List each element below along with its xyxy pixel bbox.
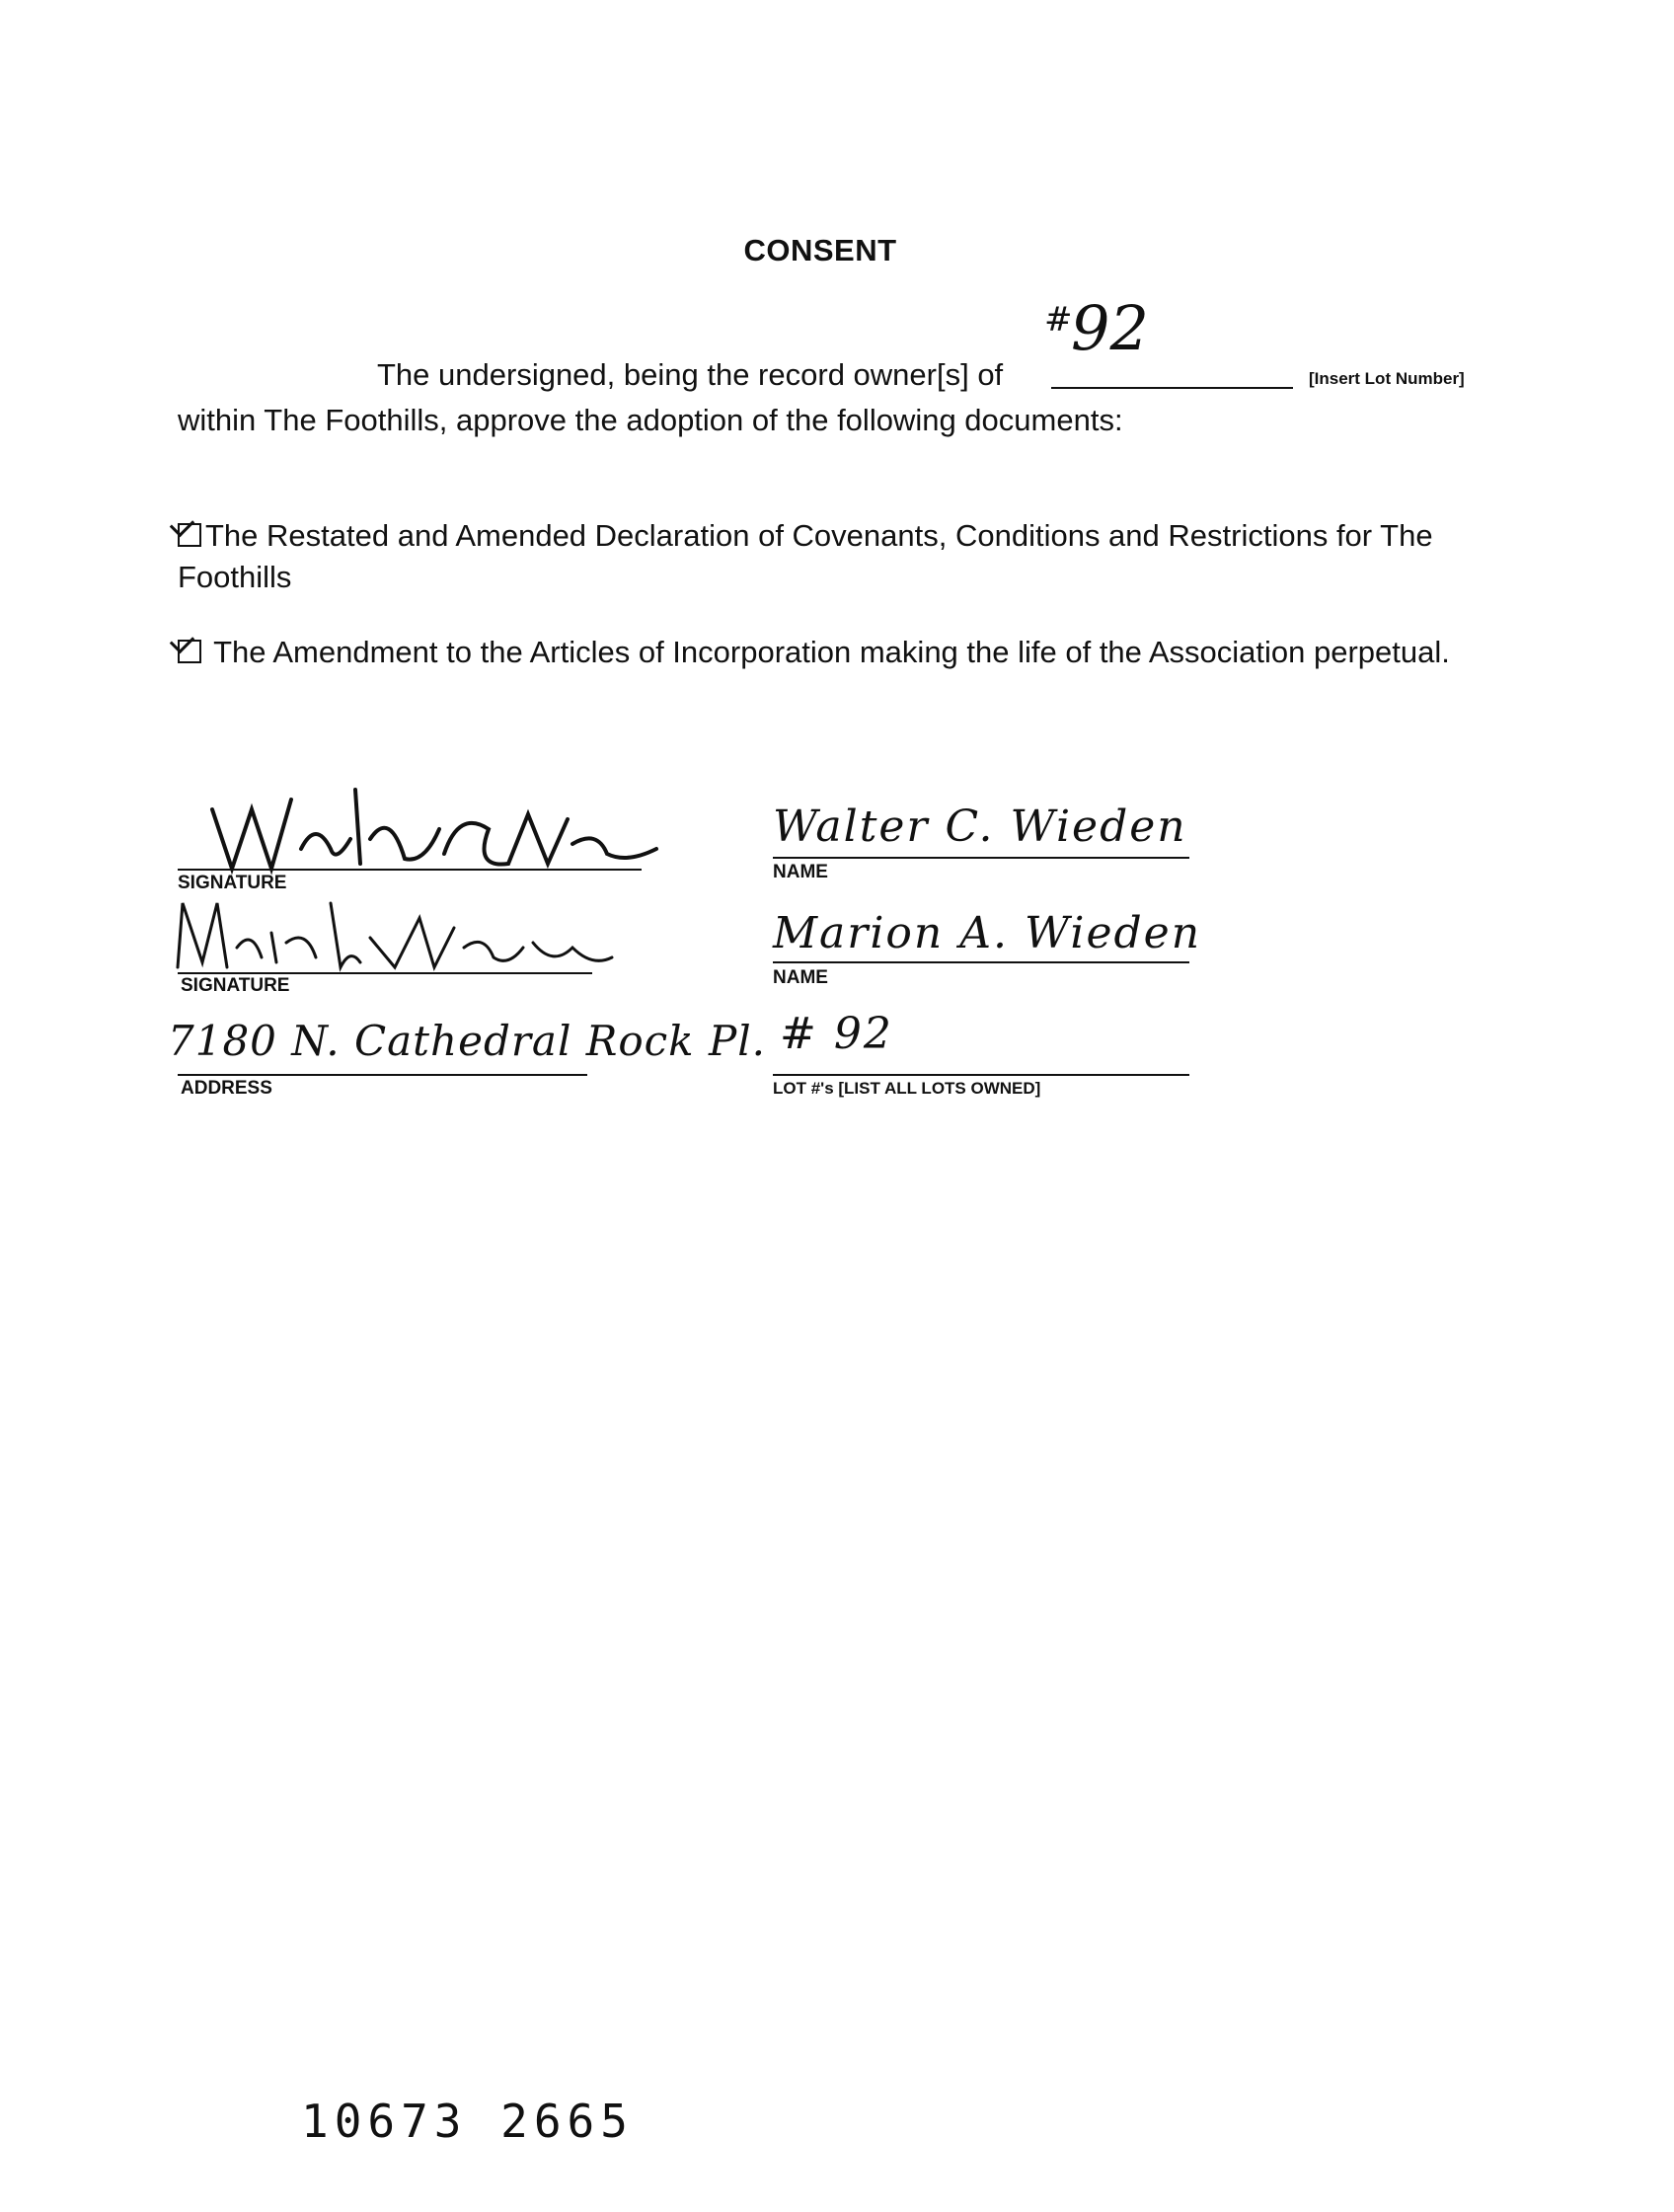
- lot-number-hash: #: [1044, 300, 1073, 340]
- document-item-declaration: [178, 515, 1481, 598]
- lot-number-handwritten: 92: [1071, 292, 1149, 364]
- page-title: CONSENT: [743, 233, 897, 267]
- name-caption: NAME: [773, 967, 828, 988]
- name-caption: NAME: [773, 862, 828, 882]
- name-line: [773, 961, 1189, 963]
- address-handwritten: 7180 N. Cathedral Rock Pl.: [168, 1017, 767, 1065]
- lots-caption: LOT #'s [LIST ALL LOTS OWNED]: [773, 1079, 1041, 1098]
- document-item-label: The Amendment to the Articles of Incorporation making the life of the Association perpetual.: [213, 635, 1450, 669]
- document-item-amendment: [178, 632, 1481, 673]
- lots-owned-handwritten: # 92: [780, 1009, 893, 1059]
- signature-line: [178, 972, 592, 974]
- lot-number-instruction: [Insert Lot Number]: [1309, 369, 1465, 388]
- document-item-label: The Restated and Amended Declaration of Covenants, Conditions and Restrictions for The Foothills: [178, 518, 1433, 594]
- address-caption: ADDRESS: [181, 1078, 272, 1099]
- signature-line: [178, 869, 642, 871]
- address-line: [178, 1074, 587, 1076]
- intro-text-continued: within The Foothills, approve the adoption of the following documents:: [178, 403, 1123, 437]
- printed-name-walter: Walter C. Wieden: [773, 801, 1187, 852]
- document-number: 10673 2665: [301, 2095, 634, 2148]
- checked-checkbox-icon: [178, 640, 201, 663]
- signature-caption: SIGNATURE: [181, 975, 290, 996]
- lots-line: [773, 1074, 1189, 1076]
- checked-checkbox-icon: [178, 523, 201, 547]
- lot-number-line: [1051, 387, 1293, 389]
- printed-name-marion: Marion A. Wieden: [773, 908, 1202, 958]
- signature-marion: [168, 888, 622, 977]
- intro-text: The undersigned, being the record owner[s] of: [377, 357, 1004, 392]
- name-line: [773, 857, 1189, 859]
- signature-walter: [192, 770, 666, 883]
- signature-caption: SIGNATURE: [178, 873, 287, 893]
